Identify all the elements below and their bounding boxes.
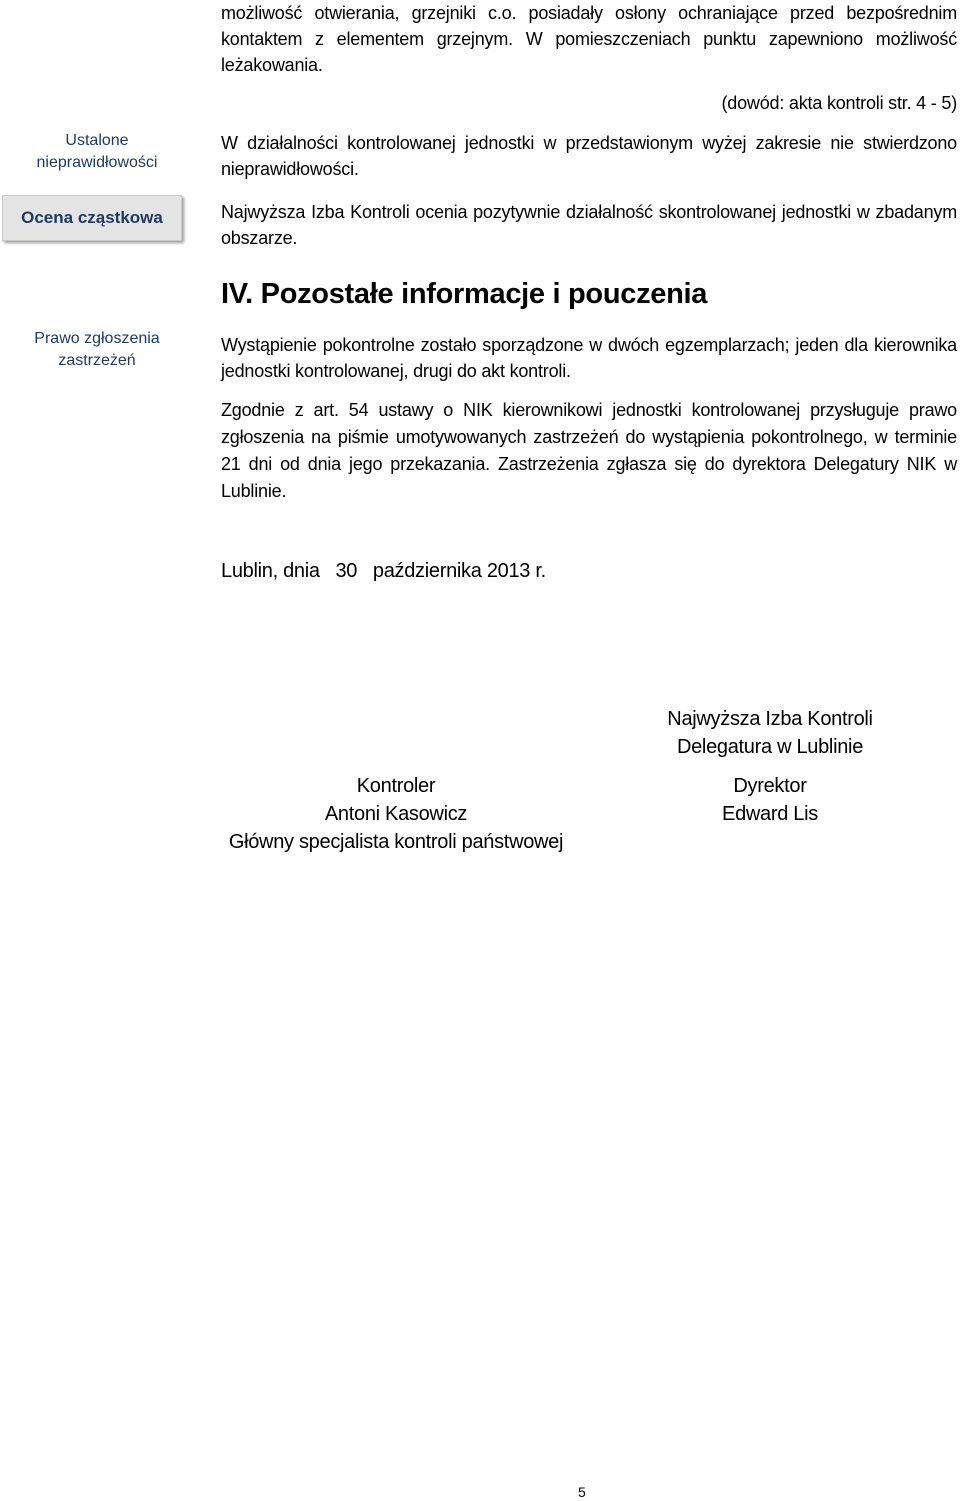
section-heading: IV. Pozostałe informacje i pouczenia bbox=[221, 278, 708, 310]
paragraph-positive-assessment: Najwyższa Izba Kontroli ocenia pozytywnie działalność skontrolowanej jednostki w zbadanym obszarze. bbox=[221, 202, 957, 248]
paragraph-objections-right: Zgodnie z art. 54 ustawy o NIK kierownikowi jednostki kontrolowanej przysługuje prawo zgłoszenia na piśmie umotywowanych zastrzeżeń do wystąpienia pokontrolnego, w terminie 21 dni od dnia jego przekazania. Zastrzeżenia zgłasza się do dyrektora Delegatury NIK w Lublinie. bbox=[221, 400, 957, 501]
page-number: 5 bbox=[578, 1484, 586, 1500]
sidebar-label-prawo: Prawo zgłoszenia zastrzeżeń bbox=[34, 330, 160, 369]
signature-organization bbox=[600, 705, 940, 761]
paragraph-continuation: możliwość otwierania, grzejniki c.o. posiadały osłony ochraniające przed bezpośrednim kontaktem z elementem grzejnym. W pomieszczeniach punktu zapewniono możliwość leżakowania. bbox=[221, 3, 957, 75]
evidence-note: (dowód: akta kontroli str. 4 - 5) bbox=[721, 93, 957, 113]
director-role: Dyrektor bbox=[733, 775, 807, 797]
inspector-role: Kontroler bbox=[356, 775, 436, 797]
org-branch: Delegatura w Lublinie bbox=[676, 736, 864, 758]
sidebar-box-label: Ocena cząstkowa bbox=[21, 208, 163, 227]
inspector-name: Antoni Kasowicz bbox=[324, 803, 468, 825]
paragraph-no-irregularities: W działalności kontrolowanej jednostki w przedstawionym wyżej zakresie nie stwierdzono nieprawidłowości. bbox=[221, 133, 957, 179]
sidebar-label-ustalone: Ustalone nieprawidłowości bbox=[36, 132, 158, 171]
org-name: Najwyższa Izba Kontroli bbox=[667, 708, 873, 730]
inspector-title: Główny specjalista kontroli państwowej bbox=[228, 831, 564, 853]
director-name: Edward Lis bbox=[722, 803, 818, 825]
signature-inspector bbox=[196, 772, 596, 856]
paragraph-copies: Wystąpienie pokontrolne zostało sporządzone w dwóch egzemplarzach; jeden dla kierownika jednostki kontrolowanej, drugi do akt kontroli. bbox=[221, 335, 957, 381]
sidebar-box-ocena bbox=[2, 195, 182, 241]
signature-director bbox=[620, 772, 920, 828]
place-date-line: Lublin, dnia 30 października 2013 r. bbox=[221, 560, 546, 582]
